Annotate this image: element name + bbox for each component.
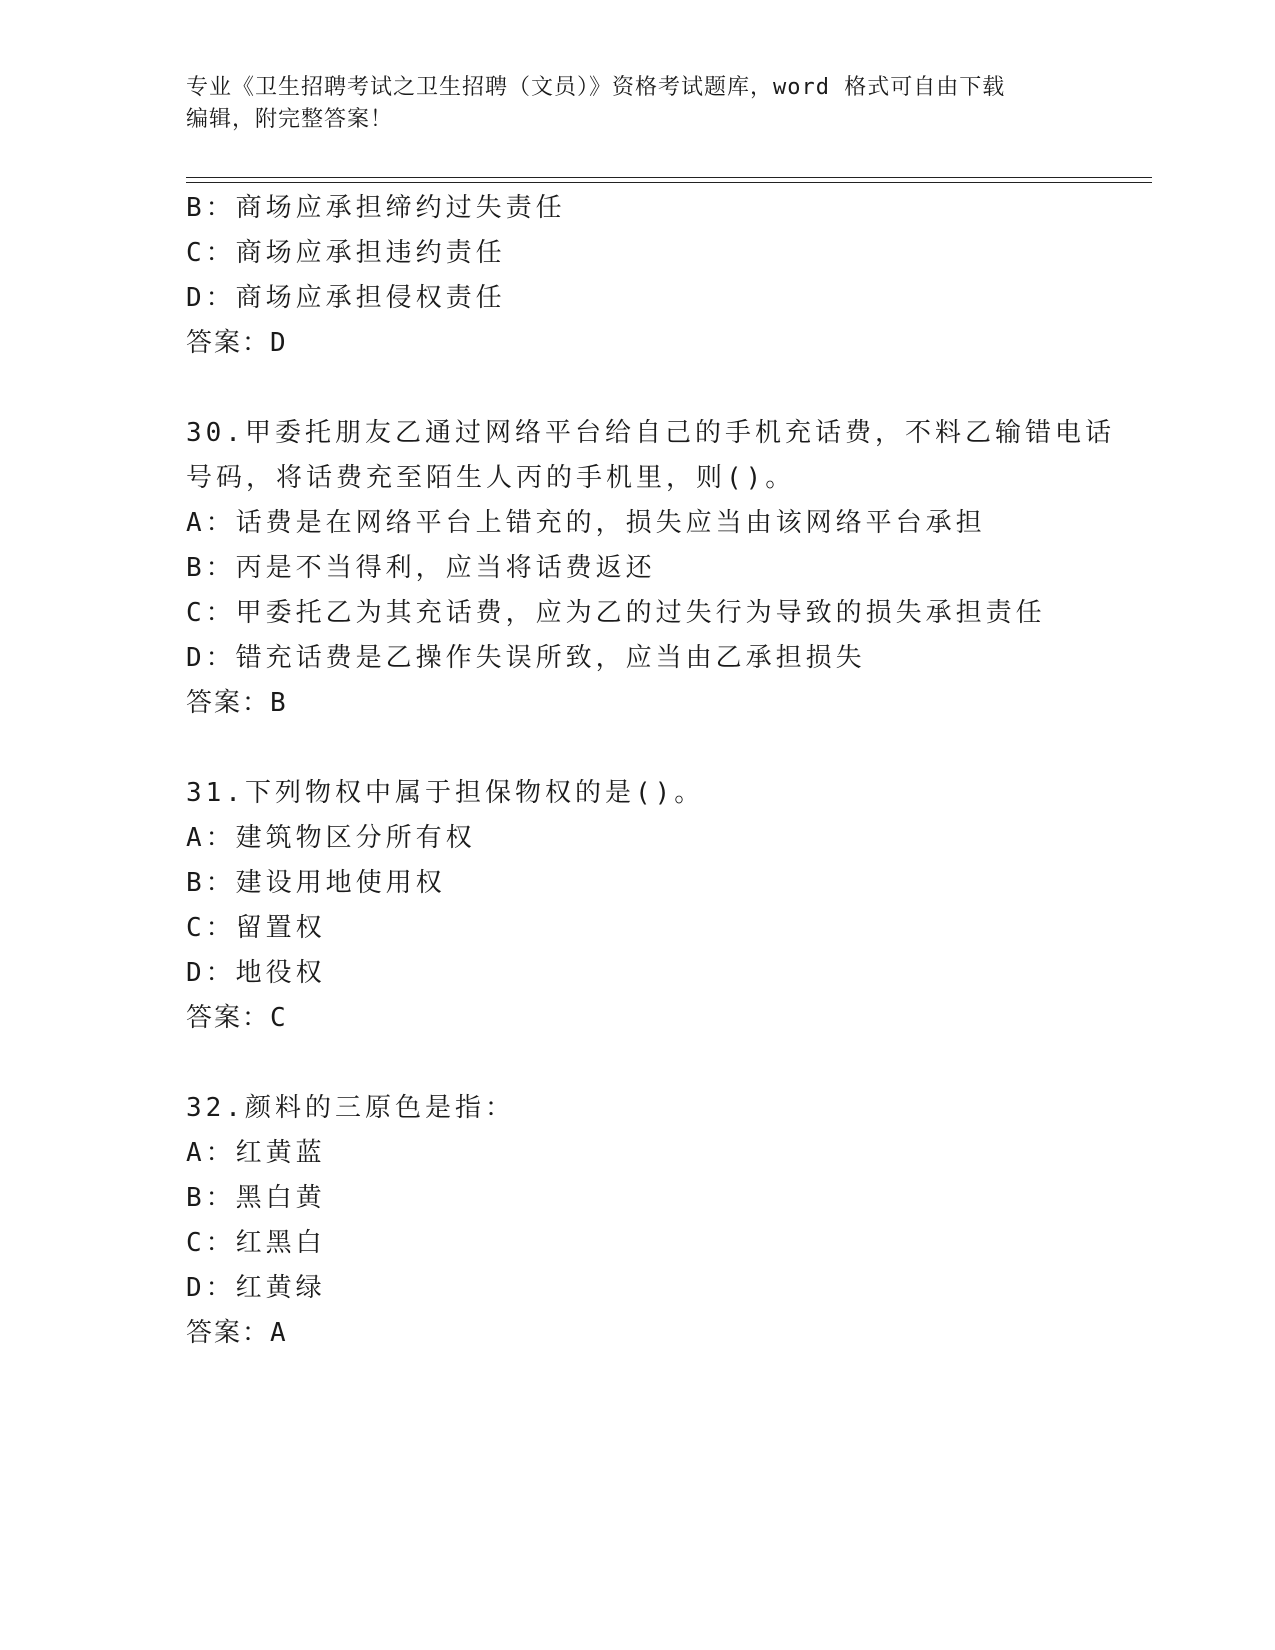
q31-stem: 31.下列物权中属于担保物权的是()。 xyxy=(186,778,705,808)
header-line-2: 编辑，附完整答案！ xyxy=(186,107,394,132)
q32-option-c: C：红黑白 xyxy=(186,1228,326,1258)
document-header xyxy=(186,72,1086,136)
q31-option-d: D：地役权 xyxy=(186,958,326,988)
q31-option-b: B：建设用地使用权 xyxy=(186,868,446,898)
header-divider-top xyxy=(186,177,1152,178)
q31-answer: 答案：C xyxy=(186,1003,288,1033)
q30-answer: 答案：B xyxy=(186,688,288,718)
q30-stem-line-1: 30.甲委托朋友乙通过网络平台给自己的手机充话费，不料乙输错电话 xyxy=(186,418,1115,448)
q30-option-c: C：甲委托乙为其充话费，应为乙的过失行为导致的损失承担责任 xyxy=(186,598,1046,628)
q30-stem-line-2: 号码，将话费充至陌生人丙的手机里，则()。 xyxy=(186,463,796,493)
header-line-1: 专业《卫生招聘考试之卫生招聘（文员）》资格考试题库，word 格式可自由下载 xyxy=(186,75,1006,100)
q31-option-a: A：建筑物区分所有权 xyxy=(186,823,476,853)
q30-option-d: D：错充话费是乙操作失误所致，应当由乙承担损失 xyxy=(186,643,866,673)
header-divider-bottom xyxy=(186,182,1152,183)
prev-option-b: B：商场应承担缔约过失责任 xyxy=(186,193,566,223)
q32-option-a: A：红黄蓝 xyxy=(186,1138,326,1168)
q32-option-d: D：红黄绿 xyxy=(186,1273,326,1303)
q30-option-b: B：丙是不当得利，应当将话费返还 xyxy=(186,553,656,583)
prev-option-d: D：商场应承担侵权责任 xyxy=(186,283,506,313)
q32-option-b: B：黑白黄 xyxy=(186,1183,326,1213)
q31-option-c: C：留置权 xyxy=(186,913,326,943)
prev-option-c: C：商场应承担违约责任 xyxy=(186,238,506,268)
q30-option-a: A：话费是在网络平台上错充的，损失应当由该网络平台承担 xyxy=(186,508,986,538)
q32-answer: 答案：A xyxy=(186,1318,288,1348)
q32-stem: 32.颜料的三原色是指： xyxy=(186,1093,515,1123)
prev-answer: 答案：D xyxy=(186,328,288,358)
